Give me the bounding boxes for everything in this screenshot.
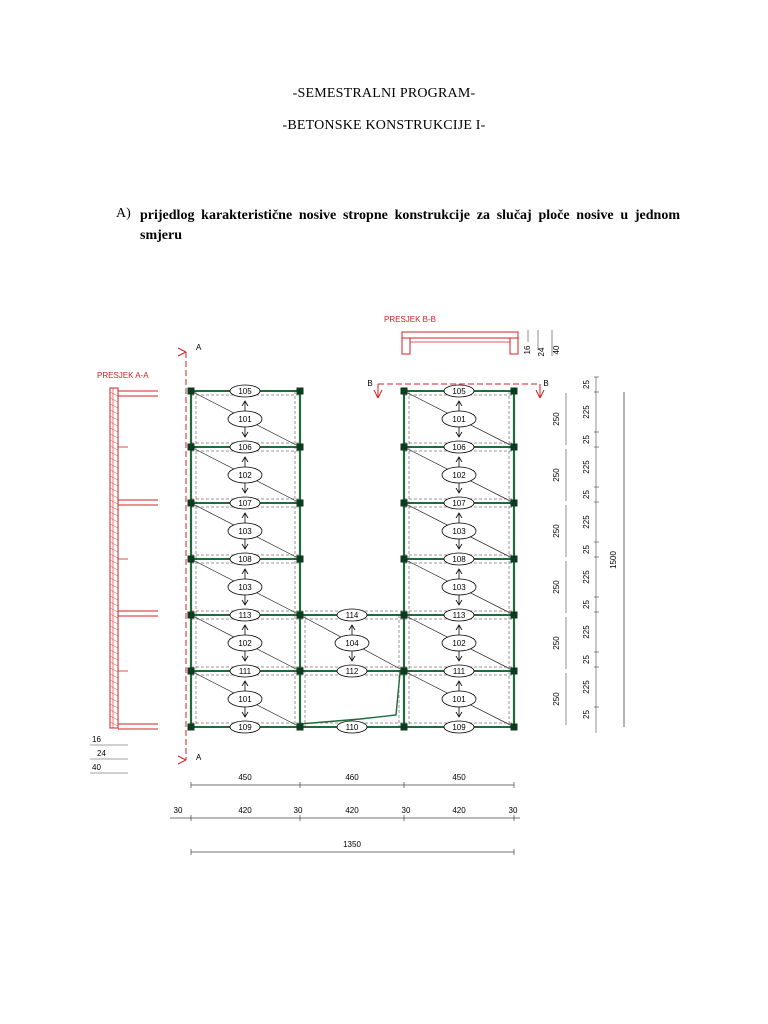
- slab-label-right: 103: [452, 527, 466, 536]
- section-a-hatch: [110, 692, 118, 696]
- section-b-marker-left: B: [367, 379, 373, 388]
- dim-bottom-row2: 30: [508, 806, 518, 815]
- section-a-hatch: [110, 428, 118, 432]
- column-square: [297, 500, 304, 507]
- beam-label-middle: 110: [345, 723, 359, 732]
- section-a-hatch: [110, 554, 118, 558]
- section-a-hatch: [110, 392, 118, 396]
- dim-bottom-row2: 30: [173, 806, 183, 815]
- slab-label-right: 101: [452, 415, 466, 424]
- slab-label-right: 103: [452, 583, 466, 592]
- dim-right-small: 25: [582, 600, 591, 609]
- section-a-hatch: [110, 572, 118, 576]
- beam-label-right: 107: [452, 499, 466, 508]
- section-a-hatch: [110, 452, 118, 456]
- column-square: [188, 556, 195, 563]
- section-a-hatch: [110, 716, 118, 720]
- section-a-arrow-top: [178, 348, 186, 356]
- section-a-hatch: [110, 470, 118, 474]
- section-a-hatch: [110, 482, 118, 486]
- column-square: [401, 724, 408, 731]
- section-a-hatch: [110, 488, 118, 492]
- section-a-hatch: [110, 464, 118, 468]
- section-b-left-wall: [402, 338, 410, 354]
- column-square: [188, 668, 195, 675]
- dim-right-mid: 250: [552, 580, 561, 594]
- section-a-hatch: [110, 704, 118, 708]
- section-a-hatch: [110, 566, 118, 570]
- column-square: [511, 556, 518, 563]
- column-square: [297, 444, 304, 451]
- column-square: [188, 500, 195, 507]
- section-a-hatch: [110, 698, 118, 702]
- slab-label-left: 101: [238, 695, 252, 704]
- slab-label-right: 101: [452, 695, 466, 704]
- beam-label-right: 106: [452, 443, 466, 452]
- section-a-hatch: [110, 620, 118, 624]
- column-square: [297, 612, 304, 619]
- slab-label-left: 101: [238, 415, 252, 424]
- column-square: [188, 388, 195, 395]
- slab-label-right: 102: [452, 471, 466, 480]
- section-a-hatch: [110, 686, 118, 690]
- dim-right-small: 225: [582, 460, 591, 474]
- column-square: [511, 500, 518, 507]
- dim-total-width: 1350: [343, 840, 361, 849]
- column-square: [188, 724, 195, 731]
- section-a-hatch: [110, 548, 118, 552]
- section-a-hatch: [110, 650, 118, 654]
- section-a-hatch: [110, 638, 118, 642]
- dim-right-small: 225: [582, 515, 591, 529]
- section-a-hatch: [110, 398, 118, 402]
- dim-total-height: 1500: [609, 551, 618, 569]
- section-a-marker-bottom: A: [196, 753, 202, 762]
- task-label: A): [116, 206, 131, 221]
- course-title: -BETONSKE KONSTRUKCIJE I-: [282, 118, 486, 133]
- section-a-marker-top: A: [196, 343, 202, 352]
- column-square: [511, 668, 518, 675]
- dim-bottom-row2: 30: [293, 806, 303, 815]
- section-a-hatch: [110, 632, 118, 636]
- section-a-hatch: [110, 530, 118, 534]
- section-a-hatch: [110, 446, 118, 450]
- section-a-dim: 40: [92, 763, 101, 772]
- floor-plan-drawing: [0, 300, 768, 880]
- dim-right-mid: 250: [552, 636, 561, 650]
- dim-right-small: 225: [582, 405, 591, 419]
- column-square: [401, 556, 408, 563]
- column-square: [511, 612, 518, 619]
- section-a-hatch: [110, 512, 118, 516]
- column-square: [401, 444, 408, 451]
- section-a-hatch: [110, 404, 118, 408]
- dim-bottom-row2: 420: [345, 806, 359, 815]
- column-square: [511, 724, 518, 731]
- section-b-dim: 40: [552, 345, 561, 355]
- section-b-right-wall: [510, 338, 518, 354]
- dim-right-mid: 250: [552, 692, 561, 706]
- section-a-hatch: [110, 644, 118, 648]
- section-a-hatch: [110, 626, 118, 630]
- slab-label-left: 102: [238, 471, 252, 480]
- section-a-hatch: [110, 524, 118, 528]
- beam-label-right: 113: [452, 611, 466, 620]
- section-a-hatch: [110, 656, 118, 660]
- dim-right-small: 25: [582, 435, 591, 444]
- section-a-hatch: [110, 536, 118, 540]
- column-square: [297, 668, 304, 675]
- beam-label-left: 106: [238, 443, 252, 452]
- dim-right-mid: 250: [552, 524, 561, 538]
- section-a-hatch: [110, 542, 118, 546]
- slab-label-left: 103: [238, 583, 252, 592]
- section-a-hatch: [110, 434, 118, 438]
- column-square: [511, 444, 518, 451]
- dim-bottom-row1: 460: [345, 773, 359, 782]
- section-a-hatch: [110, 668, 118, 672]
- column-square: [401, 500, 408, 507]
- section-a-hatch: [110, 578, 118, 582]
- dim-bottom-row2: 420: [452, 806, 466, 815]
- column-square: [297, 388, 304, 395]
- section-b-title: PRESJEK B-B: [384, 315, 437, 324]
- section-a-hatch: [110, 440, 118, 444]
- section-a-hatch: [110, 674, 118, 678]
- slab-label-left: 102: [238, 639, 252, 648]
- section-a-hatch: [110, 596, 118, 600]
- beam-label-left: 109: [238, 723, 252, 732]
- section-a-arrow-bottom: [178, 756, 186, 764]
- beam-label-left: 105: [238, 387, 252, 396]
- section-a-hatch: [110, 680, 118, 684]
- slab-label-left: 103: [238, 527, 252, 536]
- section-b-dim: 16: [523, 345, 532, 355]
- slab-label-right: 102: [452, 639, 466, 648]
- section-b-slab: [402, 332, 518, 338]
- dim-right-small: 25: [582, 380, 591, 389]
- dim-right-small: 25: [582, 655, 591, 664]
- dim-right-small: 25: [582, 490, 591, 499]
- section-a-wall: [110, 388, 118, 728]
- beam-label-right: 108: [452, 555, 466, 564]
- column-square: [401, 612, 408, 619]
- section-a-hatch: [110, 608, 118, 612]
- section-a-hatch: [110, 584, 118, 588]
- dim-right-small: 225: [582, 625, 591, 639]
- beam-label-right: 111: [452, 667, 466, 676]
- beam-label-middle: 114: [345, 611, 359, 620]
- section-a-hatch: [110, 416, 118, 420]
- beam-label-left: 107: [238, 499, 252, 508]
- section-a-hatch: [110, 710, 118, 714]
- column-square: [401, 388, 408, 395]
- section-a-dim: 24: [97, 749, 106, 758]
- dim-right-small: 25: [582, 710, 591, 719]
- section-a-hatch: [110, 506, 118, 510]
- middle-bay-edge-line: [300, 671, 404, 724]
- dim-bottom-row1: 450: [452, 773, 466, 782]
- dim-bottom-row2: 420: [238, 806, 252, 815]
- section-a-hatch: [110, 422, 118, 426]
- column-square: [297, 556, 304, 563]
- dim-bottom-row1: 450: [238, 773, 252, 782]
- section-b-marker-right: B: [543, 379, 549, 388]
- section-a-hatch: [110, 722, 118, 726]
- section-a-hatch: [110, 560, 118, 564]
- beam-label-left: 113: [238, 611, 252, 620]
- dim-right-small: 225: [582, 680, 591, 694]
- column-square: [297, 724, 304, 731]
- section-b-dim: 24: [537, 347, 546, 357]
- program-title: -SEMESTRALNI PROGRAM-: [292, 86, 476, 101]
- section-a-hatch: [110, 458, 118, 462]
- dim-bottom-row2: 30: [401, 806, 411, 815]
- column-square: [188, 444, 195, 451]
- beam-label-left: 108: [238, 555, 252, 564]
- section-a-hatch: [110, 500, 118, 504]
- section-a-hatch: [110, 662, 118, 666]
- beam-label-right: 105: [452, 387, 466, 396]
- column-square: [401, 668, 408, 675]
- dim-right-small: 25: [582, 545, 591, 554]
- section-a-hatch: [110, 602, 118, 606]
- section-a-hatch: [110, 494, 118, 498]
- beam-label-right: 109: [452, 723, 466, 732]
- dim-right-mid: 250: [552, 412, 561, 426]
- section-a-hatch: [110, 590, 118, 594]
- section-a-hatch: [110, 614, 118, 618]
- slab-label-middle: 104: [345, 639, 359, 648]
- section-a-hatch: [110, 518, 118, 522]
- beam-label-left: 111: [238, 667, 252, 676]
- section-a-title: PRESJEK A-A: [97, 371, 149, 380]
- section-a-dim: 16: [92, 735, 101, 744]
- section-a-hatch: [110, 410, 118, 414]
- beam-label-middle: 112: [345, 667, 359, 676]
- dim-right-mid: 250: [552, 468, 561, 482]
- column-square: [188, 612, 195, 619]
- column-square: [511, 388, 518, 395]
- task-description: prijedlog karakteristične nosive stropne konstrukcije za slučaj ploče nosive u jednom smjeru: [140, 208, 680, 243]
- section-a-hatch: [110, 476, 118, 480]
- dim-right-small: 225: [582, 570, 591, 584]
